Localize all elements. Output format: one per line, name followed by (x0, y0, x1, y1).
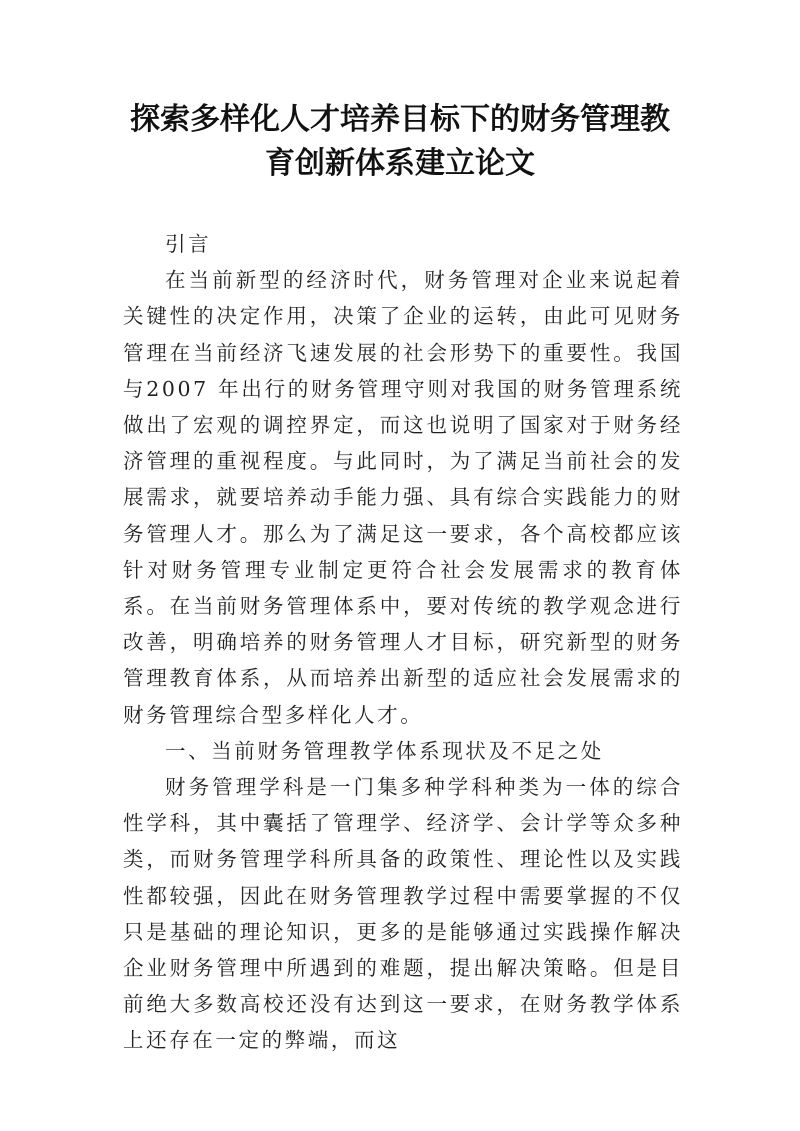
title-line-1: 探索多样化人才培养目标下的财务管理教 (130, 102, 670, 137)
document-title (100, 98, 700, 186)
paragraph-section-1: 财务管理学科是一门集多种学科种类为一体的综合性学科，其中囊括了管理学、经济学、会计学等众多种类，而财务管理学科所具备的政策性、理论性以及实践性都较强，因此在财务管理教学过程中需要掌握的不仅只是基础的理论知识，更多的是能够通过实践操作解决企业财务管理中所遇到的难题，提出解决策略。但是目前绝大多数高校还没有达到这一要求，在财务教学体系上还存在一定的弊端，而这 (123, 775, 683, 1053)
intro-heading: 引言 (165, 232, 212, 256)
title-line-2: 育创新体系建立论文 (265, 146, 535, 181)
document-body (123, 226, 683, 1059)
section-1-heading: 一、当前财务管理教学体系现状及不足之处 (165, 738, 604, 763)
paragraph-intro: 在当前新型的经济时代，财务管理对企业来说起着关键性的决定作用，决策了企业的运转，由此可见财务管理在当前经济飞速发展的社会形势下的重要性。我国与2007 年出行的财务管理守则对我国的财务管理系统做出了宏观的调控界定，而这也说明了国家对于财务经济管理的重视程度。与此同时，为了满足当前社会的发展需求，就要培养动手能力强、具有综合实践能力的财务管理人才。那么为了满足这一要求，各个高校都应该针对财务管理专业制定更符合社会发展需求的教育体系。在当前财务管理体系中，要对传统的教学观念进行改善，明确培养的财务管理人才目标，研究新型的财务管理教育体系，从而培养出新型的适应社会发展需求的财务管理综合型多样化人才。 (123, 268, 683, 727)
